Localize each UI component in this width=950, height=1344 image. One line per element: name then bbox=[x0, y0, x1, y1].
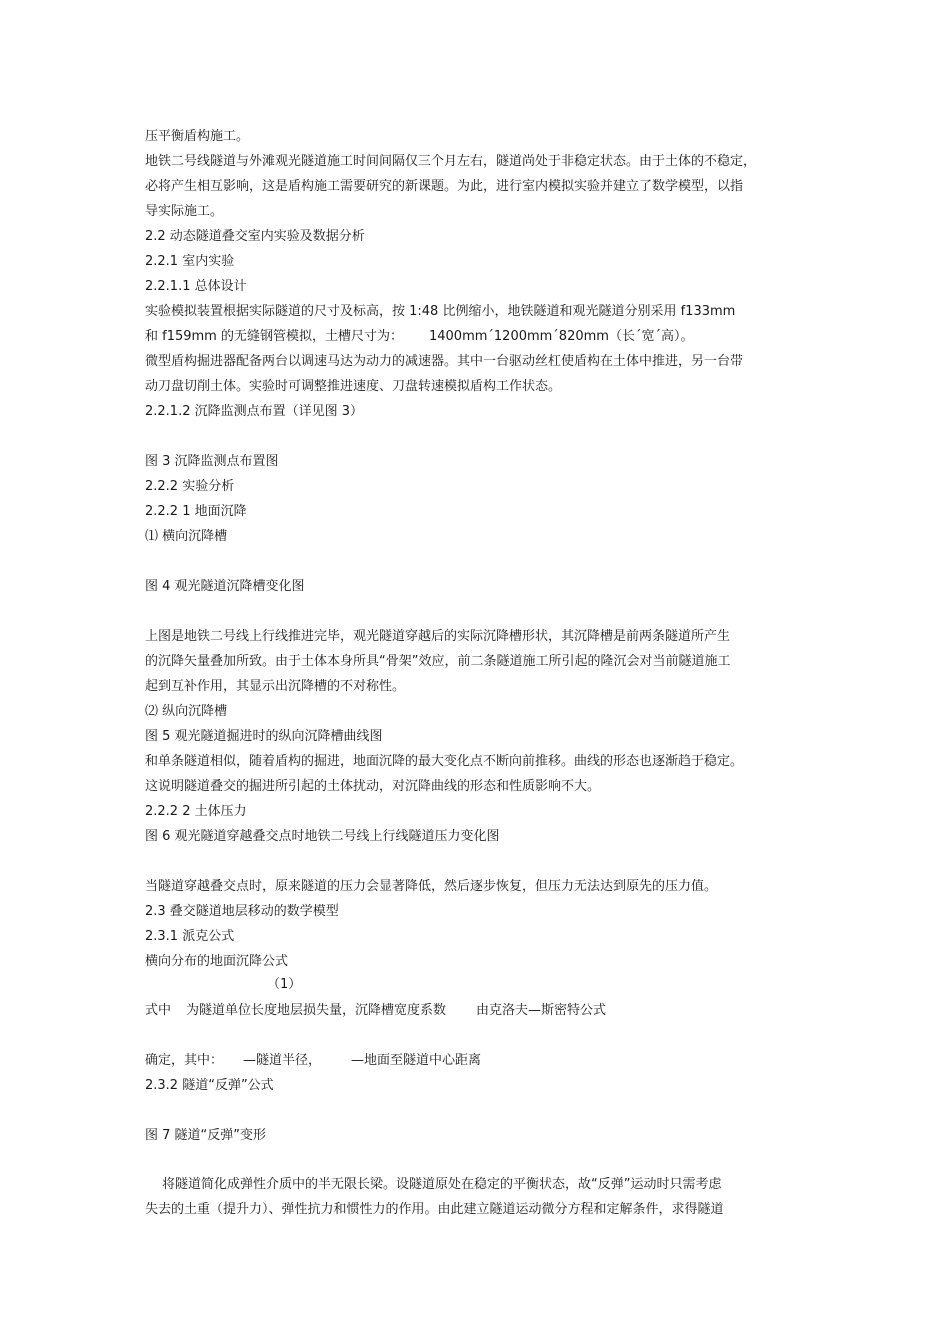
section-heading: 2.2.2 实验分析 bbox=[145, 479, 235, 494]
text-segment: 和 f159mm 的无缝钢管模拟，土槽尺寸为： bbox=[145, 329, 403, 344]
text-line: 微型盾构掘进器配备两台以调速马达为动力的减速器。其中一台驱动丝杠使盾构在土体中推进，另一台带 bbox=[145, 354, 744, 369]
text-segment: 由克洛夫—斯密特公式 bbox=[476, 1003, 607, 1018]
section-heading: 2.2 动态隧道叠交室内实验及数据分析 bbox=[145, 229, 365, 244]
text-segment: 为隧道单位长度地层损失量，沉降槽宽度系数 bbox=[186, 1003, 447, 1018]
text-line: 起到互补作用，其显示出沉降槽的不对称性。 bbox=[145, 679, 406, 694]
equation-number: （1） bbox=[267, 977, 302, 992]
text-line: 实验模拟装置根据实际隧道的尺寸及标高，按 1:48 比例缩小，地铁隧道和观光隧道分别采用 f133mm bbox=[145, 304, 736, 319]
section-heading: 2.2.2 1 地面沉降 bbox=[145, 504, 247, 519]
text-line: 导实际施工。 bbox=[145, 204, 224, 219]
list-heading: ⑴ 横向沉降槽 bbox=[145, 529, 228, 544]
section-heading: 2.2.2 2 土体压力 bbox=[145, 804, 247, 819]
figure-caption: 图 7 隧道“反弹”变形 bbox=[145, 1128, 267, 1143]
text-segment: —隧道半径， bbox=[243, 1053, 322, 1068]
figure-caption: 图 5 观光隧道掘进时的纵向沉降槽曲线图 bbox=[145, 729, 383, 744]
text-line: 和单条隧道相似，随着盾构的掘进，地面沉降的最大变化点不断向前推移。曲线的形态也逐渐趋于稳定。 bbox=[145, 754, 744, 769]
section-heading: 2.3.2 隧道“反弹”公式 bbox=[145, 1078, 274, 1093]
text-line: 地铁二号线隧道与外滩观光隧道施工时间间隔仅三个月左右，隧道尚处于非稳定状态。由于土体的不稳定， bbox=[145, 154, 757, 169]
text-segment: 式中 bbox=[145, 1003, 172, 1018]
section-heading: 2.3 叠交隧道地层移动的数学模型 bbox=[145, 904, 339, 919]
figure-caption: 图 6 观光隧道穿越叠交点时地铁二号线上行线隧道压力变化图 bbox=[145, 829, 500, 844]
text-line: 必将产生相互影响，这是盾构施工需要研究的新课题。为此，进行室内模拟实验并建立了数学模型，以指 bbox=[145, 179, 744, 194]
text-line: 动刀盘切削土体。实验时可调整推进速度、刀盘转速模拟盾构工作状态。 bbox=[145, 379, 562, 394]
text-segment: 确定，其中： bbox=[145, 1053, 224, 1068]
section-heading: 2.2.1.1 总体设计 bbox=[145, 279, 247, 294]
text-line: 的沉降矢量叠加所致。由于土体本身所具“骨架”效应，前二条隧道施工所引起的隆沉会对当前隧道施工 bbox=[145, 654, 731, 669]
section-heading: 2.3.1 派克公式 bbox=[145, 929, 235, 944]
text-line bbox=[145, 1002, 606, 1020]
text-line bbox=[145, 1052, 481, 1070]
section-heading: 2.2.1.2 沉降监测点布置（详见图 3） bbox=[145, 404, 364, 419]
text-segment: —地面至隧道中心距离 bbox=[351, 1053, 482, 1068]
text-line bbox=[145, 328, 693, 346]
figure-caption: 图 4 观光隧道沉降槽变化图 bbox=[145, 579, 305, 594]
text-line: 当隧道穿越叠交点时，原来隧道的压力会显著降低，然后逐步恢复，但压力无法达到原先的压力值。 bbox=[145, 879, 718, 894]
text-line: 失去的土重（提升力）、弹性抗力和惯性力的作用。由此建立隧道运动微分方程和定解条件，求得隧道 bbox=[145, 1202, 724, 1217]
text-line: 这说明隧道叠交的掘进所引起的土体扰动，对沉降曲线的形态和性质影响不大。 bbox=[145, 779, 601, 794]
section-heading: 2.2.1 室内实验 bbox=[145, 254, 235, 269]
text-line: 将隧道简化成弹性介质中的半无限长梁。设隧道原处在稳定的平衡状态，故“反弹”运动时只需考虑 bbox=[162, 1177, 722, 1192]
text-segment: 1400mm´1200mm´820mm（长´宽´高）。 bbox=[428, 329, 694, 344]
text-line: 压平衡盾构施工。 bbox=[145, 129, 250, 144]
list-heading: ⑵ 纵向沉降槽 bbox=[145, 704, 228, 719]
text-line: 上图是地铁二号线上行线推进完毕，观光隧道穿越后的实际沉降槽形状，其沉降槽是前两条隧道所产生 bbox=[145, 629, 731, 644]
figure-caption: 图 3 沉降监测点布置图 bbox=[145, 454, 279, 469]
text-line: 横向分布的地面沉降公式 bbox=[145, 954, 289, 969]
